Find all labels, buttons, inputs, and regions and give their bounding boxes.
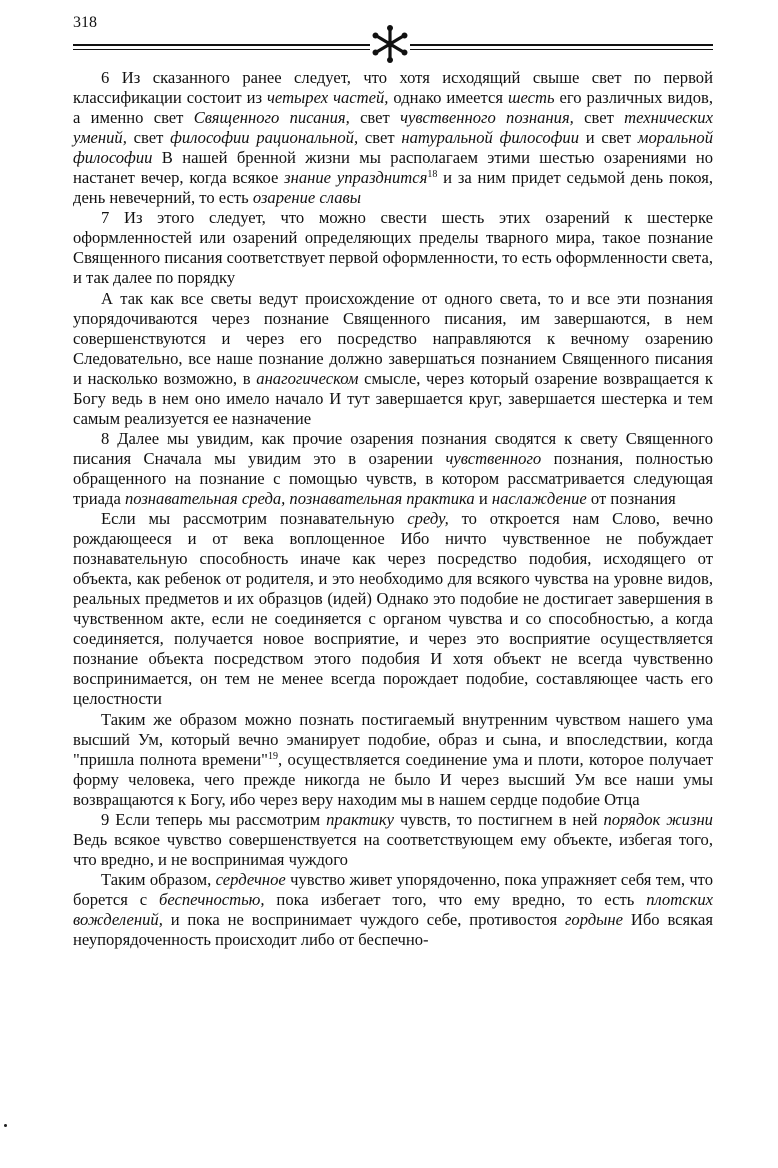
- text-run: то откроется нам Слово, вечно рождающееся и от века воплощенное Ибо ничто чувственное не побуждает познавательную способность иначе как через посредство подобия, исходящего от объекта, как ребенок от родителя, и это необходимо для всякого чувства на уровне видов, реальных предметов и их образцов (идей) Однако это подобие не достигает завершения в чувственном акте, если не соединяется с органом чувства и со способностью, а когда соединяется, получается новое восприятие, и через это восприятие осуществляется познание объекта посредством этого подобия И хотя объект не всегда чувственно воспринимается, он тем не менее всегда порождает подобие, составляющее часть его целостности: [73, 509, 713, 709]
- body-text: [73, 68, 713, 950]
- emphasis-text: четырех частей,: [267, 88, 389, 108]
- paragraph: [73, 810, 713, 870]
- paragraph: [73, 429, 713, 509]
- text-run: и: [474, 488, 492, 508]
- emphasis-text: натуральной философии: [401, 128, 580, 148]
- text-run: свет: [126, 128, 171, 148]
- paragraph: [73, 509, 713, 709]
- text-run: Если мы рассмотрим познавательную: [101, 509, 408, 529]
- text-run: от познания: [586, 488, 676, 508]
- text-run: чувств, то постигнем в ней: [393, 809, 604, 829]
- emphasis-text: моральной философии: [73, 128, 714, 168]
- emphasis-text: анагогическом: [256, 368, 359, 388]
- margin-dot: [4, 1124, 7, 1127]
- emphasis-text: технических умений,: [73, 108, 713, 148]
- text-run: 6 Из сказанного ранее следует, что хотя исходящий свыше свет по первой классификации состоит из: [73, 68, 713, 108]
- paragraph: [73, 68, 713, 208]
- footnote-ref: 19: [267, 750, 278, 762]
- emphasis-text: знание упразднится: [284, 168, 428, 188]
- emphasis-text: чувственного: [445, 448, 542, 468]
- paragraph: [73, 870, 713, 950]
- text-run: Ведь всякое чувство совершенствуется на соответствующем ему объекте, избегая того, что вредно, и не воспринимая чуждого: [73, 829, 713, 869]
- emphasis-text: гордыне: [564, 909, 624, 929]
- page-number: 318: [73, 14, 97, 31]
- text-run: свет: [573, 108, 625, 128]
- emphasis-text: чувственного познания,: [400, 108, 574, 128]
- text-run: познания, полностью обращенного на познание с помощью чувств, в котором рассматривается следующая триада: [73, 448, 713, 508]
- emphasis-text: порядок жизни: [603, 809, 713, 829]
- emphasis-text: Священного писания,: [193, 108, 350, 128]
- text-run: А так как все светы ведут происхождение от одного света, то и все эти познания упорядочиваются через познание Священного писания, им завершаются, в нем совершенствуются и через его посредство направляются к вечному озарению Следовательно, все наше познание должно завершаться познанием Священного писания и насколько возможно, в: [73, 288, 713, 388]
- text-run: чувство живет упорядоченно, пока упражняет себя тем, что борется с: [73, 869, 713, 909]
- emphasis-text: плотских вожделений,: [73, 889, 713, 929]
- paragraph: [73, 208, 713, 288]
- emphasis-text: шесть: [507, 88, 555, 108]
- footnote-ref: 18: [427, 169, 438, 181]
- emphasis-text: озарение славы: [252, 188, 361, 208]
- text-run: 8 Далее мы увидим, как прочие озарения познания сводятся к свету Священного писания Сначала мы увидим это в озарении: [73, 428, 713, 468]
- text-run: и свет: [579, 128, 638, 148]
- emphasis-text: среду,: [407, 509, 449, 529]
- text-run: свет: [349, 108, 401, 128]
- text-run: свет: [358, 128, 402, 148]
- paragraph: [73, 289, 713, 429]
- text-run: Таким образом,: [101, 869, 216, 889]
- emphasis-text: сердечное: [215, 869, 286, 889]
- emphasis-text: практику: [326, 809, 394, 829]
- paragraph: [73, 710, 713, 810]
- text-run: Ибо всякая неупорядоченность происходит либо от беспечно-: [73, 909, 713, 950]
- asterisk-ornament-icon: [370, 24, 410, 64]
- text-run: смысле, через который озарение возвращается к Богу ведь в нем оно имело начало И тут завершается круг, завершается шестерка и тем самым реализуется ее назначение: [73, 368, 713, 428]
- text-run: , осуществляется соединение ума и плоти, которое получает форму человека, чего прежде никогда не было И через высший Ум все наши умы возвращаются к Богу, ибо через веру находим мы в нашем сердце подобие Отца: [73, 749, 713, 809]
- emphasis-text: философии рациональной,: [170, 128, 359, 148]
- text-run: Таким же образом можно познать постигаемый внутренним чувством нашего ума высший Ум, который вечно эманирует подобие, образ и сына, и впоследствии, когда "пришла полнота времени": [73, 709, 713, 769]
- emphasis-text: познавательная среда, познавательная практика: [124, 488, 475, 508]
- text-run: 9 Если теперь мы рассмотрим: [101, 809, 327, 829]
- text-run: пока избегает того, что ему вредно, то есть: [264, 889, 647, 909]
- emphasis-text: наслаждение: [491, 488, 587, 508]
- text-run: однако имеется: [388, 88, 508, 108]
- text-run: и за ним придет седьмой день покоя, день невечерний, то есть: [73, 168, 713, 208]
- text-run: В нашей бренной жизни мы располагаем этими шестью озарениями но настанет вечер, когда всякое: [73, 148, 713, 188]
- text-run: 7 Из этого следует, что можно свести шесть этих озарений к шестерке оформленностей или озарений определяющих пределы тварного мира, такое познание Священного писания соответствует первой оформленности, то есть оформленности света, и так далее по порядку: [73, 208, 713, 288]
- text-run: и пока не воспринимает чуждого себе, противостоя: [162, 909, 565, 929]
- text-run: его различных видов, а именно свет: [73, 88, 713, 128]
- emphasis-text: беспечностью,: [159, 889, 265, 909]
